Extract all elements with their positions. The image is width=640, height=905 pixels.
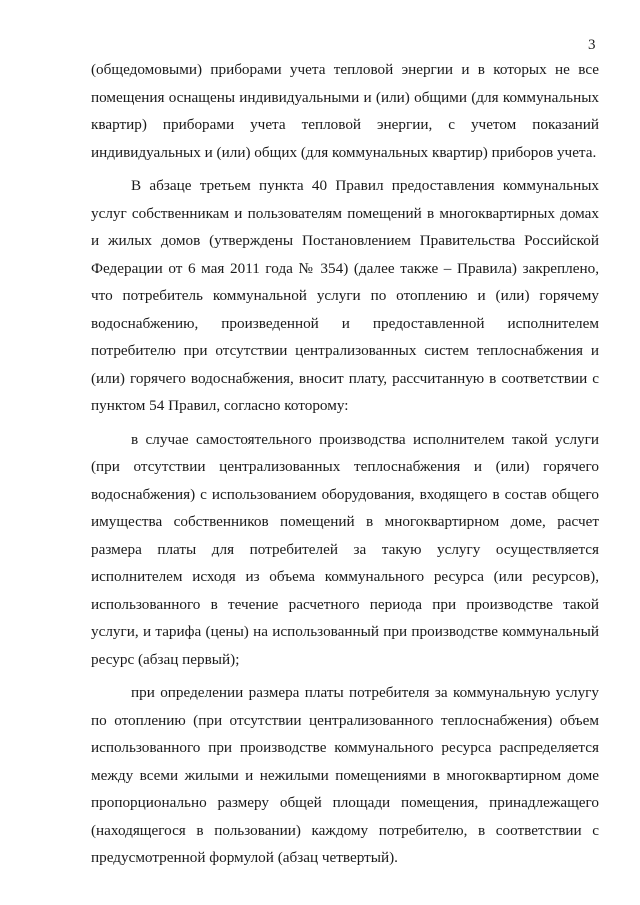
page-number: 3 — [588, 37, 596, 53]
document-body — [91, 56, 599, 872]
paragraph-self-production-case: в случае самостоятельного производства исполнителем такой услуги (при отсутствии централизованных теплоснабжения и (или) горячего водоснабжения) с использованием оборудования, входящего в состав общего имущества собственников помещений в многоквартирном доме, расчет размера платы для потребителей за такую услугу осуществляется исполнителем исходя из объема коммунального ресурса (или ресурсов), использованного в течение расчетного периода при производстве такой услуги, и тарифа (цены) на использованный при производстве коммунальный ресурс (абзац первый); — [91, 430, 599, 668]
paragraph-continuation: (общедомовыми) приборами учета тепловой энергии и в которых не все помещения оснащены индивидуальными и (или) общими (для коммунальных квартир) приборами учета тепловой энергии, с учетом показаний индивидуальных и (или) общих (для коммунальных квартир) приборов учета. — [91, 61, 599, 161]
paragraph-heating-distribution: при определении размера платы потребителя за коммунальную услугу по отоплению (при отсутствии централизованного теплоснабжения) объем использованного при производстве коммунального ресурса распределяется между всеми жилыми и нежилыми помещениями в многоквартирном доме пропорционально размеру общей площади помещения, принадлежащего (находящегося в пользовании) каждому потребителю, в соответствии с предусмотренной формулой (абзац четвертый). — [91, 684, 599, 866]
paragraph-rules-clause-40: В абзаце третьем пункта 40 Правил предоставления коммунальных услуг собственникам и пользователям помещений в многоквартирных домах и жилых домов (утверждены Постановлением Правительства Российской Федерации от 6 мая 2011 года № 354) (далее также – Правила) закреплено, что потребитель коммунальной услуги по отоплению и (или) горячему водоснабжению, произведенной и предоставленной исполнителем потребителю при отсутствии централизованных систем теплоснабжения и (или) горячего водоснабжения, вносит плату, рассчитанную в соответствии с пунктом 54 Правил, согласно которому: — [91, 177, 599, 414]
